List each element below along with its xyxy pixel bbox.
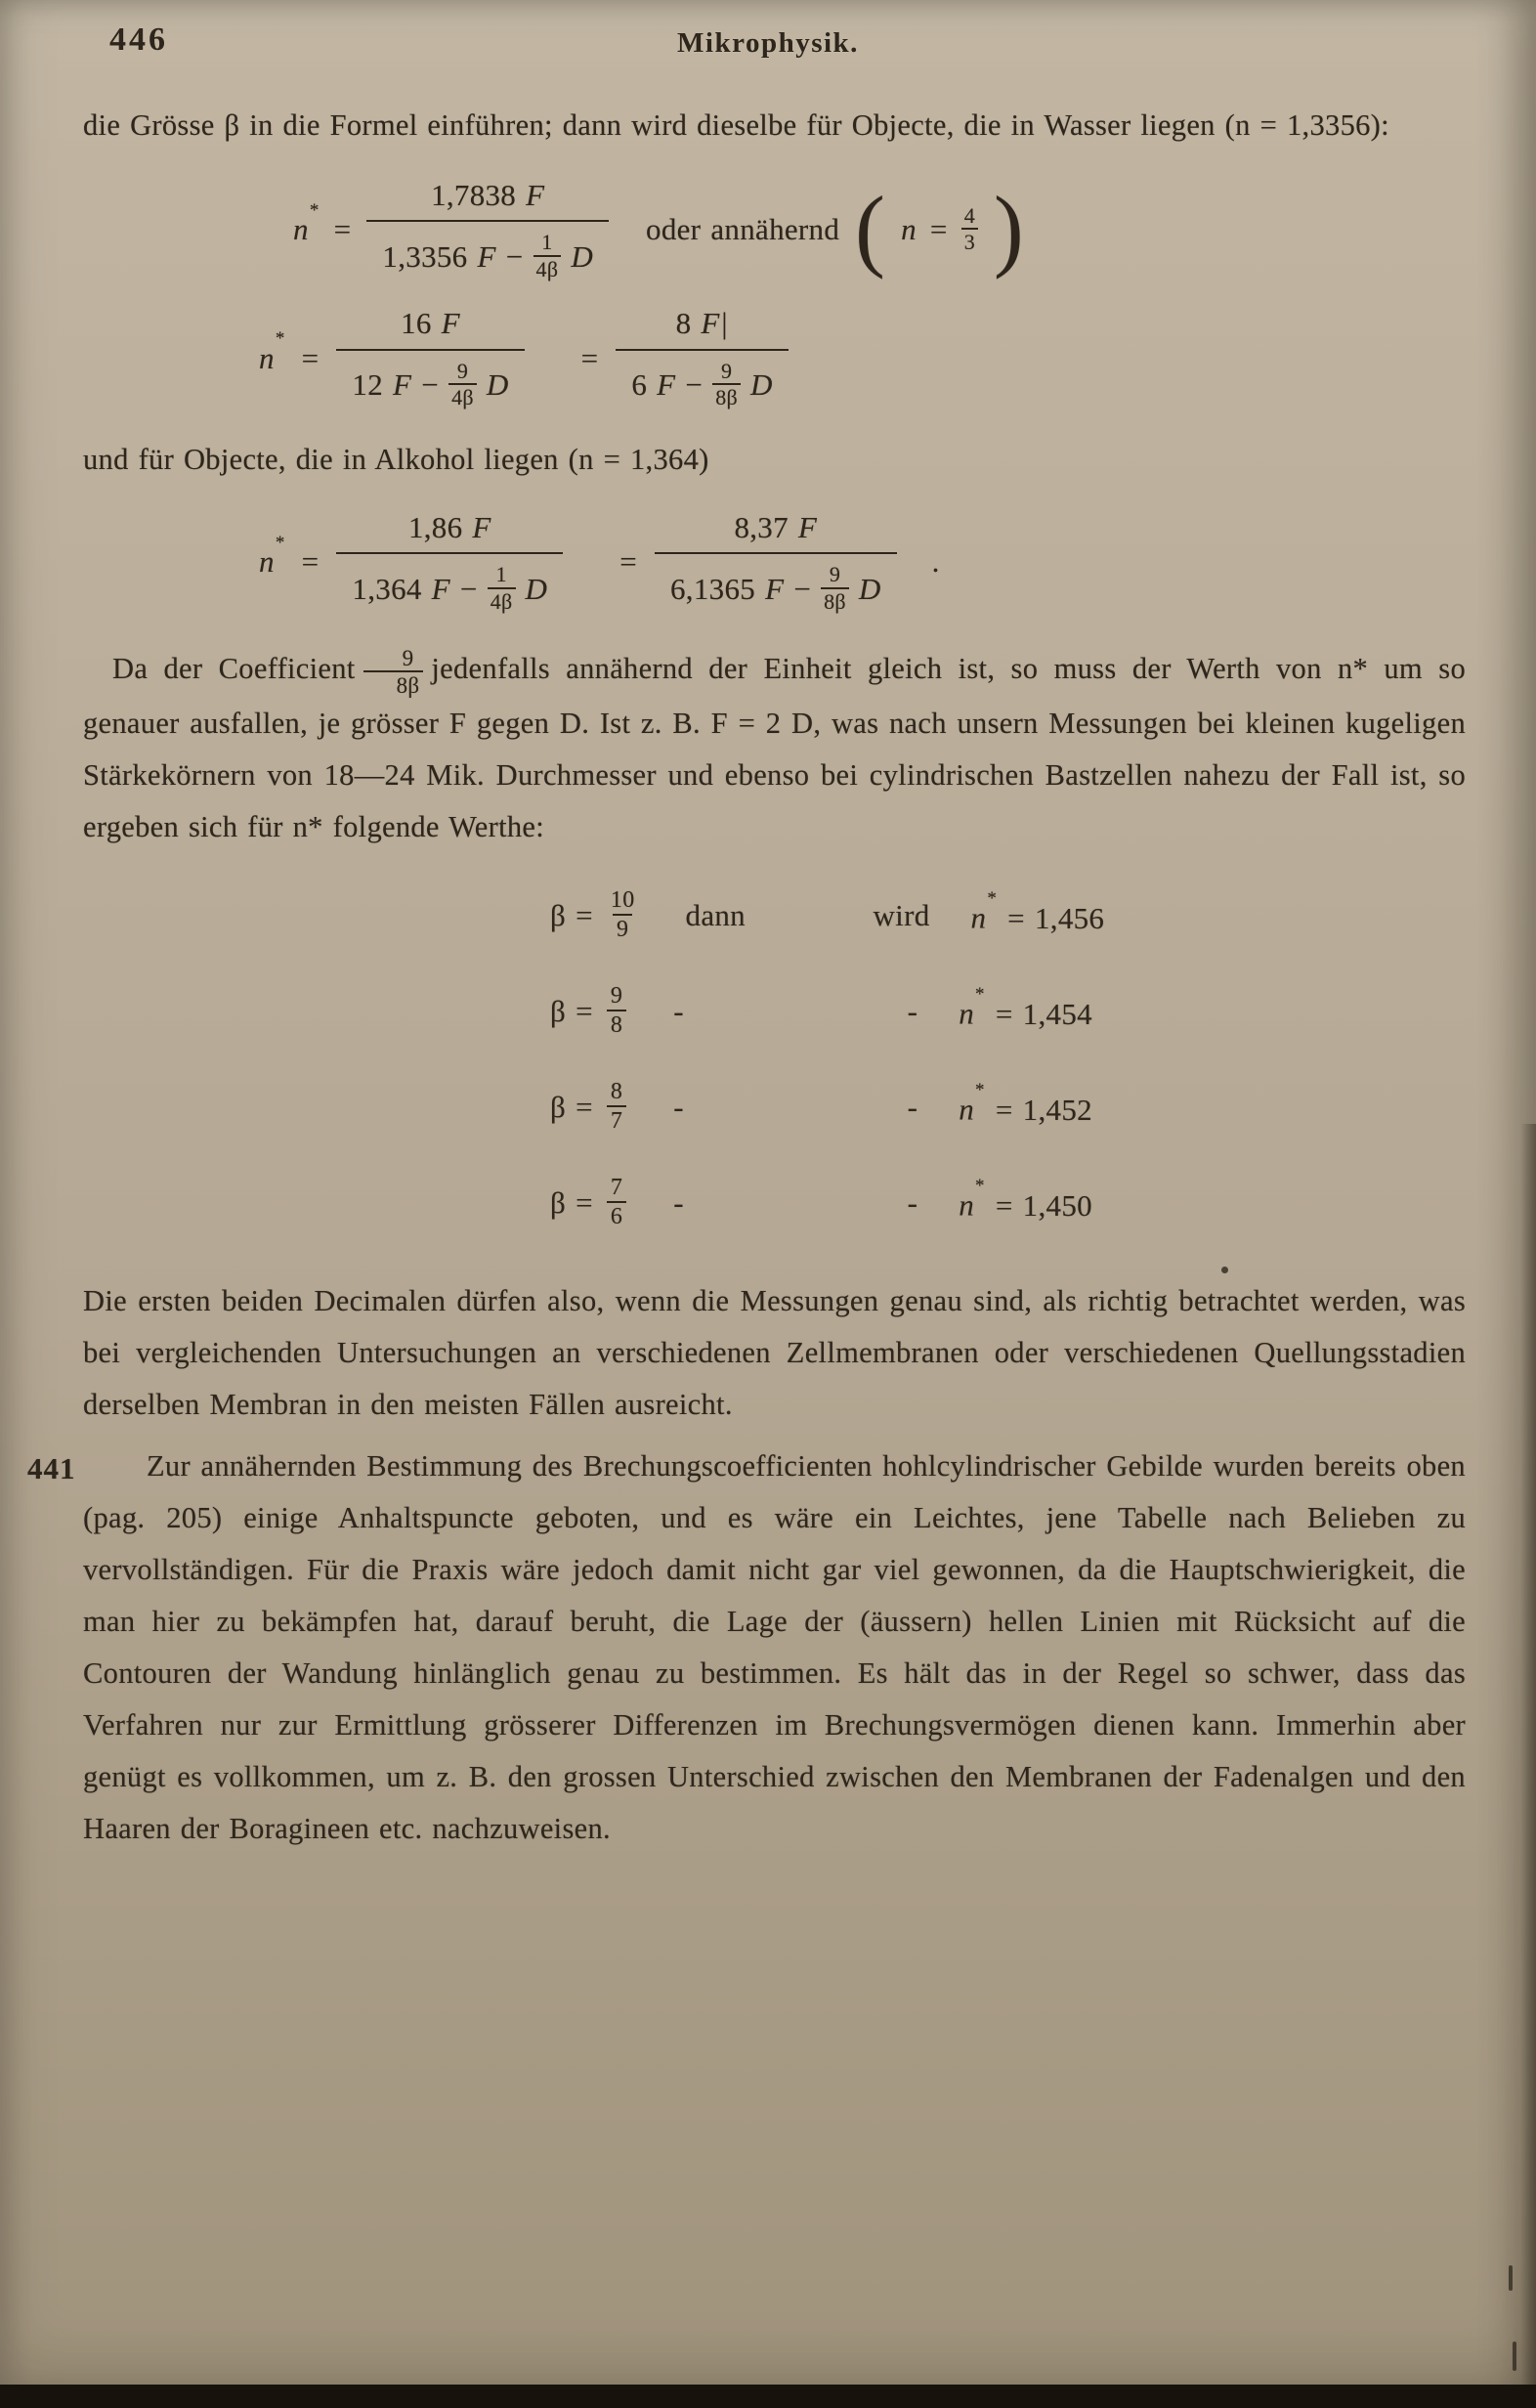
close-paren: ) [994,178,1024,280]
inline-fraction [363,646,424,699]
page-number: 446 [109,22,168,58]
formula-water-simplified [259,305,1466,409]
small-denominator: 8β [363,670,424,698]
scan-artifact [1221,1267,1228,1273]
paragraph-hollow-cylinders: Zur annähernden Bestimmung des Brechungscoefficienten hohlcylindrischer Gebilde wurden bereits oben (pag. 205) einige Anhaltspuncte geboten, und es wäre ein Leichtes, jene Tabelle nach Belieben zu vervollständigen. Für die Praxis wäre jedoch damit nicht gar viel gewonnen, da die Hauptschwierigkeit, die man hier zu bekämpfen hat, darauf beruht, die Lage der (äussern) hellen Linien mit Rücksicht auf die Contouren der Wandung hinlänglich genau zu bestimmen. Es hält das in der Regel so schwer, dass das Verfahren nur zur Ermittlung grösserer Differenzen im Brechungsvermögen dienen kann. Immerhin aber genügt es vollkommen, um z. B. den grossen Unterschied zwischen den Membranen der Fadenalgen und den Haaren der Boragineen etc. nachzuweisen. [83,1449,1466,1846]
var-F: F [431,571,450,606]
var-F: F [657,367,676,403]
var-n: n [959,1092,975,1127]
beta-fraction [607,1079,626,1135]
row-connector [673,1177,917,1228]
var-F: F [441,306,460,341]
var-F: F [765,571,785,606]
small-numerator: 4 [963,202,976,228]
small-numerator: 8 [610,1078,623,1104]
small-numerator: 10 [610,886,635,913]
coefficient: 1,86 [407,509,463,544]
ditto-dash: - [907,1184,918,1220]
var-D: D [750,367,773,403]
fraction-denominator [336,552,563,614]
equals-sign: = [580,340,599,375]
superscript-star: * [975,1080,985,1101]
open-paren: ( [855,178,886,280]
small-fraction [712,360,741,410]
var-n: n [970,900,987,935]
small-denominator: 8β [712,383,741,410]
formula-lhs [959,1077,984,1135]
table-row [550,963,1466,1058]
beta-fraction [607,887,639,943]
fraction-denominator [655,552,897,614]
var-F: F [477,238,496,274]
equals-sign: = [301,544,320,579]
beta-values-table [83,867,1466,1250]
paragraph-coefficient [83,643,1466,853]
var-n: n [259,544,275,579]
var-F: F [472,509,491,544]
superscript-star: * [975,1176,985,1197]
formula-connective-text: oder annähernd [646,212,840,247]
beta-equals: β = [550,897,593,932]
formula-water [293,177,1466,281]
coefficient: 16 [401,306,432,341]
var-n: n [901,212,917,247]
small-fraction [821,563,849,614]
small-numerator: 1 [541,230,553,255]
fraction [616,305,788,409]
small-numerator: 7 [610,1174,623,1200]
coefficient: 1,364 [352,571,422,606]
ditto-dash: - [673,1089,684,1124]
ditto-dash: - [673,1184,684,1220]
formula-alkohol [259,509,1466,614]
paragraph-text: jedenfalls annähernd der Einheit gleich ist, so muss der Werth von n* um so genauer ausfallen, je grösser F gegen D. Ist z. B. F = 2 D, was nach unsern Messungen bei kleinen kugeligen Stärkekörnern von 18—24 Mik. Durchmesser und ebenso bei cylindrischen Bastzellen nahezu der Fall ist, so ergeben sich für n* folgende Werthe: [83,652,1466,844]
var-F: F| [701,306,729,341]
fraction-denominator [336,349,524,410]
minus-sign: − [685,367,704,403]
paren-inner [901,204,978,255]
row-result [959,981,1092,1039]
beta-equals: β = [550,1184,593,1220]
page-content [27,86,1466,1855]
superscript-star: * [275,532,285,553]
equals-sign: = [929,212,948,247]
scan-artifact [1509,2265,1513,2291]
minus-sign: − [793,571,812,606]
minus-sign: − [421,367,440,403]
coefficient: 8,37 [734,509,789,544]
coefficient: 12 [352,367,384,403]
small-denominator: 6 [607,1201,626,1230]
fraction-denominator [366,220,609,281]
period: . [931,544,940,579]
small-denominator: 4β [533,255,562,282]
row-result [959,1173,1092,1230]
result-value: = 1,452 [995,1092,1092,1127]
var-D: D [571,238,594,274]
fraction [655,509,897,614]
coefficient: 8 [675,306,692,341]
superscript-star: * [275,328,285,350]
row-result [959,1077,1092,1135]
ditto-dash: - [907,993,918,1028]
coefficient: 6,1365 [670,571,756,606]
small-numerator: 9 [829,562,841,587]
table-row [550,1154,1466,1250]
row-connector [673,985,917,1037]
formula-lhs [259,532,285,580]
superscript-star: * [309,199,320,221]
small-numerator: 9 [402,645,414,670]
var-D: D [525,571,548,606]
coefficient: 1,7838 [431,178,517,212]
formula-lhs [959,1173,984,1230]
running-title: Mikrophysik. [677,27,859,59]
small-numerator: 9 [456,358,469,383]
connector-word: wird [873,897,930,932]
small-denominator: 7 [607,1105,626,1135]
superscript-star: * [975,984,985,1006]
minus-sign: − [459,571,478,606]
small-denominator: 4β [448,383,477,410]
paragraph-text: Da der Coefficient [112,652,356,686]
table-row [550,1058,1466,1154]
fraction-numerator [661,305,745,348]
fraction-numerator [385,305,476,348]
fraction [336,305,524,409]
var-F: F [797,509,818,544]
coefficient: 1,3356 [382,238,468,274]
result-value: = 1,450 [995,1187,1092,1223]
equals-sign: = [301,340,320,375]
formula-lhs [259,328,285,376]
var-D: D [486,367,509,403]
paragraph-decimals: Die ersten beiden Decimalen dürfen also, wenn die Messungen genau sind, als richtig betrachtet werden, was bei vergleichenden Untersuchungen an verschiedenen Zellmembranen oder verschiedenen Quellungsstadien derselben Membran in den meisten Fällen ausreicht. [83,1284,1466,1422]
var-n: n [959,996,975,1031]
small-denominator: 3 [961,228,978,255]
equals-sign: = [333,212,352,247]
var-n: n [293,212,309,247]
connector-word: dann [685,897,746,932]
beta-fraction [607,983,626,1039]
formula-lhs [971,885,997,943]
var-F: F [393,367,412,403]
row-result [971,885,1105,943]
small-numerator: 9 [610,982,623,1009]
small-fraction [448,360,477,410]
section-441 [27,1440,1466,1855]
small-denominator: 8 [607,1010,626,1039]
fraction [366,177,609,281]
fraction-denominator [616,349,788,410]
beta-equals: β = [550,993,593,1028]
small-fraction [533,231,562,281]
small-numerator: 9 [720,358,733,383]
row-connector [673,1081,917,1133]
scan-bottom-edge [0,2385,1536,2408]
paragraph-alkohol: und für Objecte, die in Alkohol liegen (n = 1,364) [83,442,709,476]
equals-sign: = [619,544,637,579]
fraction-numerator [415,177,560,220]
beta-fraction [607,1175,626,1230]
small-fraction [488,563,516,614]
row-connector [686,889,930,941]
small-denominator: 4β [488,587,516,615]
small-numerator: 1 [495,562,507,587]
fraction-numerator [393,509,507,552]
var-F: F [526,178,545,212]
ditto-dash: - [673,993,684,1028]
paragraph-intro: die Grösse β in die Formel einführen; dann wird dieselbe für Objecte, die in Wasser liegen (n = 1,3356): [83,108,1389,142]
var-n: n [259,340,275,375]
formula-lhs [293,199,320,247]
small-denominator: 9 [613,914,632,943]
ditto-dash: - [907,1089,918,1124]
fraction [336,509,563,614]
var-n: n [959,1187,975,1223]
small-fraction [961,204,978,255]
table-row [550,867,1466,963]
superscript-star: * [987,888,998,910]
beta-equals: β = [550,1089,593,1124]
result-value: = 1,456 [1007,900,1105,935]
small-denominator: 8β [821,587,849,615]
result-value: = 1,454 [995,996,1092,1031]
scan-artifact [1513,2342,1516,2371]
fraction-numerator [718,509,832,552]
coefficient: 6 [631,367,648,403]
formula-lhs [959,981,984,1039]
var-D: D [858,571,881,606]
minus-sign: − [505,238,524,274]
margin-section-number: 441 [27,1451,76,1486]
scan-edge-shadow [1520,1124,1536,2385]
